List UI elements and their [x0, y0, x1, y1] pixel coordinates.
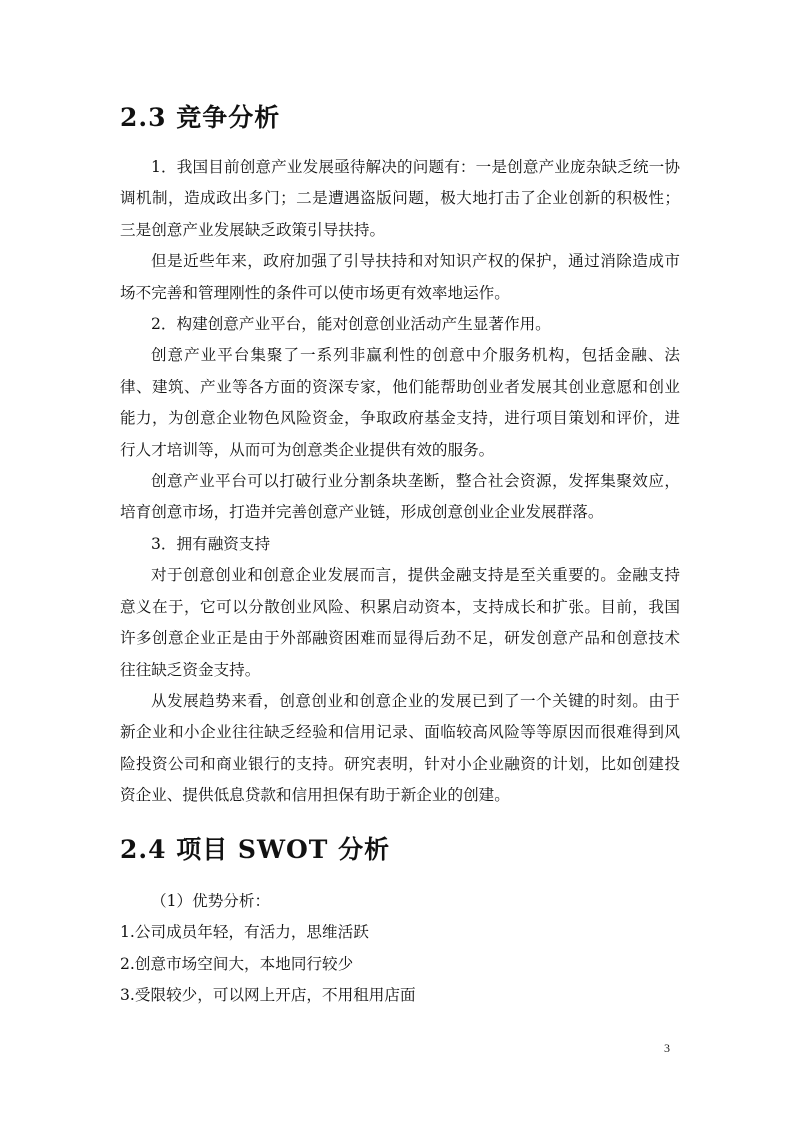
paragraph-financing-importance: 对于创意创业和创意企业发展而言，提供金融支持是至关重要的。金融支持意义在于，它可以分散创业风险、积累启动资本，支持成长和扩张。目前，我国许多创意企业正是由于外部融资困难而显得后劲不足，研发创意产品和创意技术往往缺乏资金支持。 — [120, 566, 680, 679]
strength-item-1: 1.公司成员年轻，有活力，思维活跃 — [120, 923, 369, 942]
paragraph-platform-services: 创意产业平台集聚了一系列非赢利性的创意中介服务机构，包括金融、法律、建筑、产业等各方面的资深专家，他们能帮助创业者发展其创业意愿和创业能力，为创意企业物色风险资金，争取政府基金支持，进行项目策划和评价，进行人才培训等，从而可为创意类企业提供有效的服务。 — [120, 346, 680, 459]
paragraph-problems: 1．我国目前创意产业发展亟待解决的问题有：一是创意产业庞杂缺乏统一协调机制，造成政出多门；二是遭遇盗版问题，极大地打击了企业创新的积极性；三是创意产业发展缺乏政策引导扶持。 — [120, 158, 680, 239]
paragraph-platform-point: 2．构建创意产业平台，能对创意创业活动产生显著作用。 — [151, 315, 551, 334]
page-content — [120, 98, 680, 1012]
page-number: 3 — [664, 1041, 670, 1055]
swot-subheading-strengths: （1）优势分析： — [151, 891, 271, 910]
paragraph-platform-integration: 创意产业平台可以打破行业分割条块垄断，整合社会资源，发挥集聚效应，培育创意市场，打造并完善创意产业链，形成创意创业企业发展群落。 — [120, 472, 680, 522]
section-heading-competition: 2.3 竞争分析 — [120, 103, 281, 132]
paragraph-development-trend: 从发展趋势来看，创意创业和创意企业的发展已到了一个关键的时刻。由于新企业和小企业往往缺乏经验和信用记录、面临较高风险等等原因而很难得到风险投资公司和商业银行的支持。研究表明，针对小企业融资的计划，比如创建投资企业、提供低息贷款和信用担保有助于新企业的创建。 — [120, 691, 680, 805]
strength-item-2: 2.创意市场空间大，本地同行较少 — [120, 954, 354, 973]
paragraph-financing-point: 3．拥有融资支持 — [151, 534, 271, 553]
strength-item-3: 3.受限较少，可以网上开店，不用租用店面 — [120, 986, 416, 1005]
section-heading-swot: 2.4 项目 SWOT 分析 — [120, 834, 391, 864]
paragraph-government-support: 但是近些年来，政府加强了引导扶持和对知识产权的保护，通过消除造成市场不完善和管理刚性的条件可以使市场更有效率地运作。 — [120, 252, 680, 302]
